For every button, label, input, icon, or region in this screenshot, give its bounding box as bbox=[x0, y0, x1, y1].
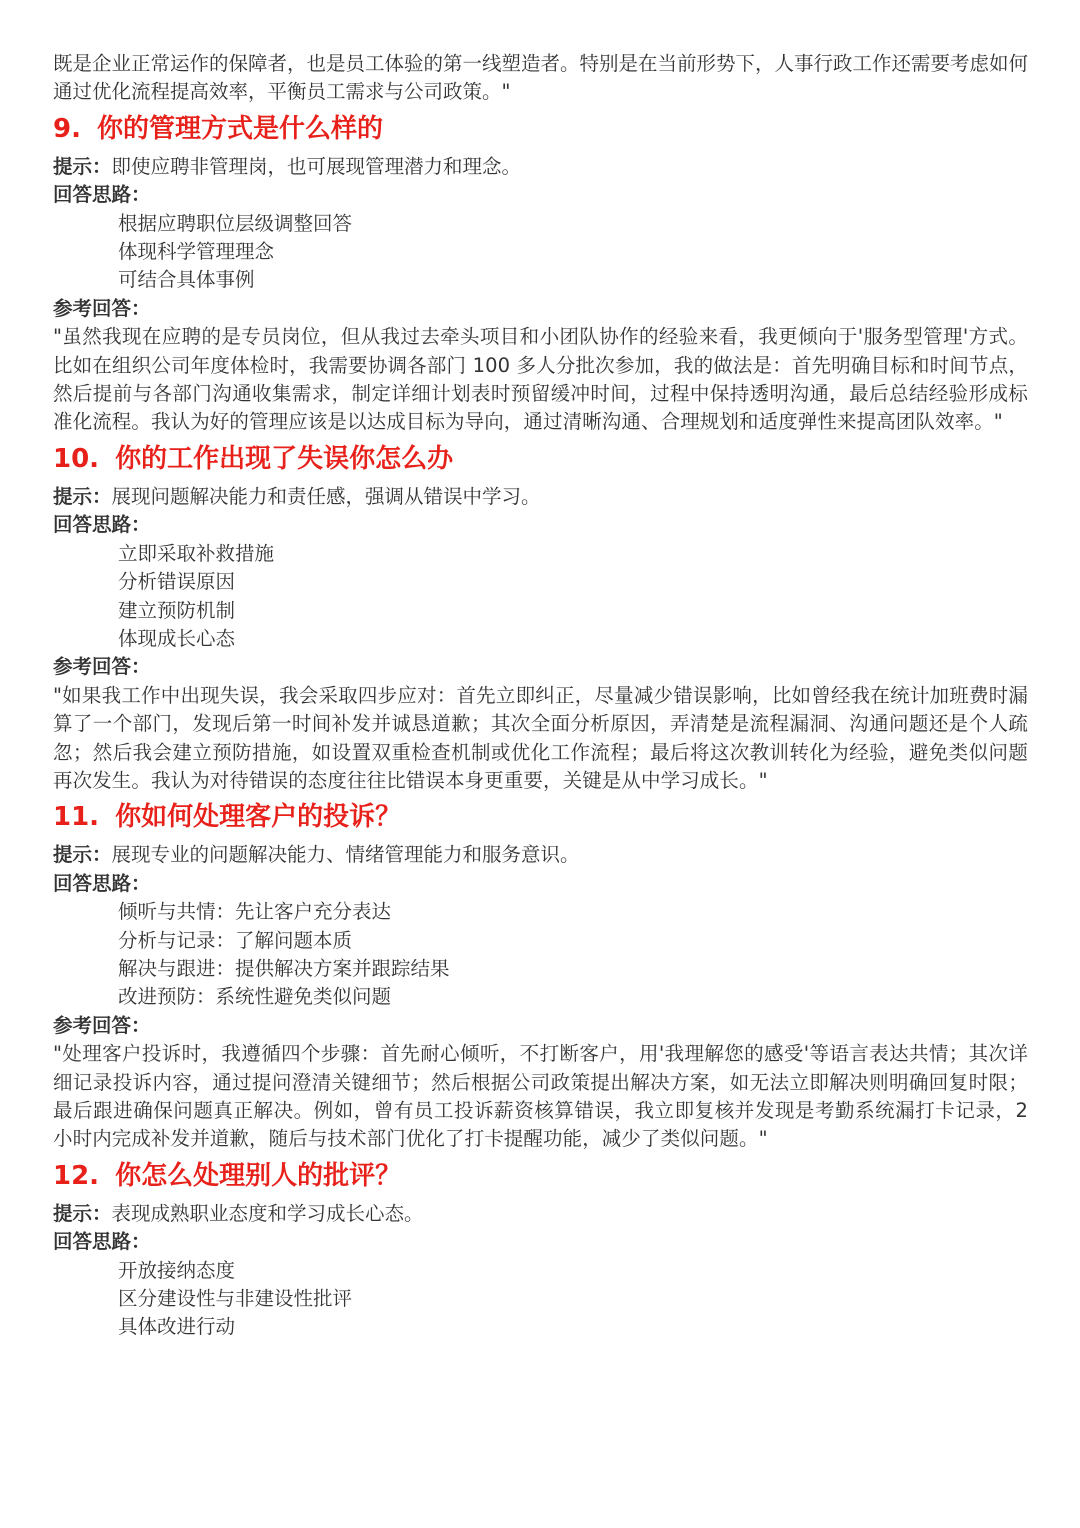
qa-section bbox=[53, 1156, 1028, 1342]
approach-point: 分析错误原因 bbox=[118, 570, 236, 594]
qa-section bbox=[53, 797, 1028, 1153]
approach-point: 开放接纳态度 bbox=[118, 1258, 236, 1282]
reference-label: 参考回答： bbox=[53, 1013, 151, 1037]
approach-point: 体现成长心态 bbox=[118, 626, 236, 650]
approach-points bbox=[53, 1257, 1028, 1342]
approach-label: 回答思路： bbox=[53, 183, 151, 207]
approach-point: 可结合具体事例 bbox=[118, 268, 255, 292]
tip-text: 即使应聘非管理岗，也可展现管理潜力和理念。 bbox=[111, 154, 522, 178]
approach-label: 回答思路： bbox=[53, 1230, 151, 1254]
approach-point: 具体改进行动 bbox=[118, 1315, 236, 1339]
approach-point: 改进预防：系统性避免类似问题 bbox=[118, 985, 392, 1009]
section-number: 11. bbox=[53, 802, 100, 833]
reference-answer: "如果我工作中出现失误，我会采取四步应对：首先立即纠正，尽量减少错误影响，比如曾经我在统计加班费时漏算了一个部门，发现后第一时间补发并诚恳道歉；其次全面分析原因，弄清楚是流程漏洞、沟通问题还是个人疏忽；然后我会建立预防措施，如设置双重检查机制或优化工作流程；最后将这次教训转化为经验，避免类似问题再次发生。我认为对待错误的态度往往比错误本身更重要，关键是从中学习成长。" bbox=[53, 683, 1028, 792]
tip-line bbox=[53, 1200, 1028, 1228]
approach-point: 建立预防机制 bbox=[118, 598, 236, 622]
reference-label: 参考回答： bbox=[53, 296, 151, 320]
approach-point: 根据应聘职位层级调整回答 bbox=[118, 211, 353, 235]
tip-label: 提示： bbox=[53, 1201, 112, 1225]
qa-section bbox=[53, 109, 1028, 437]
tip-text: 表现成熟职业态度和学习成长心态。 bbox=[111, 1201, 424, 1225]
approach-point: 倾听与共情：先让客户充分表达 bbox=[118, 900, 392, 924]
reference-answer: "处理客户投诉时，我遵循四个步骤：首先耐心倾听，不打断客户，用'我理解您的感受'等语言表达共情；其次详细记录投诉内容，通过提问澄清关键细节；然后根据公司政策提出解决方案，如无法立即解决则明确回复时限；最后跟进确保问题真正解决。例如，曾有员工投诉薪资核算错误，我立即复核并发现是考勤系统漏打卡记录，2 小时内完成补发并道歉，随后与技术部门优化了打卡提醒功能，减少了类似问题。" bbox=[53, 1042, 1028, 1151]
tip-line bbox=[53, 483, 1028, 511]
tip-text: 展现专业的问题解决能力、情绪管理能力和服务意识。 bbox=[111, 843, 580, 867]
approach-point: 立即采取补救措施 bbox=[118, 541, 275, 565]
section-title-text: 你如何处理客户的投诉？ bbox=[115, 802, 402, 833]
section-title bbox=[53, 797, 1028, 837]
section-number: 12. bbox=[53, 1160, 100, 1191]
qa-section bbox=[53, 439, 1028, 795]
section-title bbox=[53, 439, 1028, 479]
section-title bbox=[53, 109, 1028, 149]
section-number: 10. bbox=[53, 443, 100, 474]
approach-point: 解决与跟进：提供解决方案并跟踪结果 bbox=[118, 956, 450, 980]
tip-line bbox=[53, 153, 1028, 181]
approach-point: 分析与记录：了解问题本质 bbox=[118, 928, 353, 952]
section-number: 9. bbox=[53, 113, 81, 144]
tip-line bbox=[53, 841, 1028, 869]
section-title-text: 你的管理方式是什么样的 bbox=[96, 113, 383, 144]
tip-label: 提示： bbox=[53, 154, 112, 178]
sections-container bbox=[53, 109, 1028, 1342]
section-title-text: 你怎么处理别人的批评？ bbox=[115, 1160, 402, 1191]
approach-point: 体现科学管理理念 bbox=[118, 240, 275, 264]
intro-paragraph: 既是企业正常运作的保障者，也是员工体验的第一线塑造者。特别是在当前形势下，人事行政工作还需要考虑如何通过优化流程提高效率，平衡员工需求与公司政策。" bbox=[53, 52, 1029, 104]
approach-points bbox=[53, 210, 1028, 295]
approach-points bbox=[53, 898, 1028, 1012]
section-title bbox=[53, 1156, 1028, 1196]
reference-label: 参考回答： bbox=[53, 655, 151, 679]
reference-answer: "虽然我现在应聘的是专员岗位，但从我过去牵头项目和小团队协作的经验来看，我更倾向于'服务型管理'方式。比如在组织公司年度体检时，我需要协调各部门 100 多人分批次参加，我的做法是：首先明确目标和时间节点，然后提前与各部门沟通收集需求，制定详细计划表时预留缓冲时间，过程中保持透明沟通，最后总结经验形成标准化流程。我认为好的管理应该是以达成目标为导向，通过清晰沟通、合理规划和适度弹性来提高团队效率。" bbox=[53, 325, 1028, 434]
tip-text: 展现问题解决能力和责任感，强调从错误中学习。 bbox=[111, 484, 541, 508]
approach-label: 回答思路： bbox=[53, 871, 151, 895]
approach-point: 区分建设性与非建设性批评 bbox=[118, 1287, 353, 1311]
approach-label: 回答思路： bbox=[53, 513, 151, 537]
approach-points bbox=[53, 540, 1028, 654]
section-title-text: 你的工作出现了失误你怎么办 bbox=[115, 443, 454, 474]
tip-label: 提示： bbox=[53, 843, 112, 867]
tip-label: 提示： bbox=[53, 484, 112, 508]
